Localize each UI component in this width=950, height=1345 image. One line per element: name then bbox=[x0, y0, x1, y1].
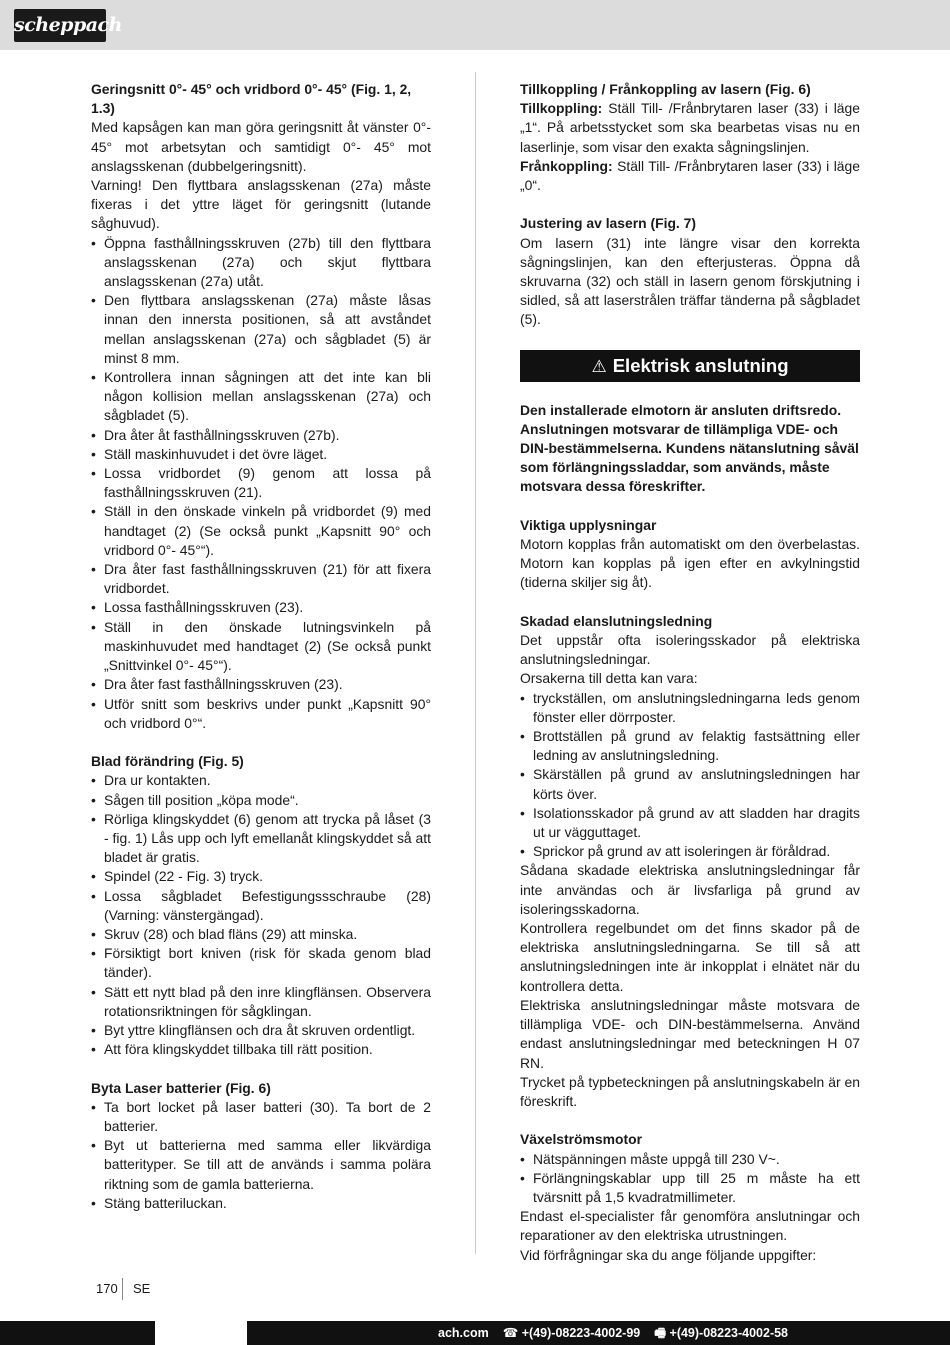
ac-motor-heading: Växelströmsmotor bbox=[520, 1131, 642, 1148]
list-item: • Lossa sågbladet Befestigungssschraube (28) (Varning: vänstergängad). bbox=[91, 887, 431, 925]
damaged-cable-text-4: Kontrollera regelbundet om det finns skador på de elektriska anslutningsledningarna. Se till så att anslutningsledningen inte är inkopplat i elnätet när du kontrollera detta. bbox=[520, 920, 860, 994]
laser-off-label: Frånkoppling: bbox=[520, 157, 613, 174]
laser-on-text: Ställ Till- /Frånbrytaren laser (33) i läge „1“. På arbetsstycket som ska bearbetas visas nu en laserlinje, som visar den exakta sågningslinjen. bbox=[520, 100, 860, 155]
damaged-cable-heading: Skadad elanslutningsledning bbox=[520, 612, 713, 629]
footer-fax: 🖷 +(49)-08223-4002-58 bbox=[654, 1326, 789, 1340]
ac-motor-text-1: Endast el-specialister får genomföra anslutningar och reparationer av den elektriska utrustningen. bbox=[520, 1208, 860, 1244]
list-item: • Ställ maskinhuvudet i det övre läget. bbox=[91, 445, 431, 464]
damaged-cable-text-1: Det uppstår ofta isoleringsskador på elektriska anslutningsledningar. bbox=[520, 632, 860, 668]
blade-change-heading: Blad förändring (Fig. 5) bbox=[91, 753, 244, 770]
language-code: SE bbox=[133, 1281, 151, 1296]
list-item: • Dra åter åt fasthållningsskruven (27b). bbox=[91, 426, 431, 445]
footer-website[interactable]: ach.com bbox=[438, 1326, 489, 1340]
laser-off-paragraph bbox=[520, 157, 860, 195]
list-item: • Byt ut batterierna med samma eller likvärdiga batterityper. Se till att de används i samma polära riktning som de gamla batterierna. bbox=[91, 1136, 431, 1194]
electric-section-banner bbox=[520, 350, 860, 382]
list-item: • Dra åter fast fasthållningsskruven (21) för att fixera vridbordet. bbox=[91, 560, 431, 598]
list-item: • Den flyttbara anslagsskenan (27a) måste låsas innan den innersta positionen, så att avståndet mellan anslagsskenan (27a) och sågbladet (5) är minst 8 mm. bbox=[91, 291, 431, 368]
list-item: • Spindel (22 - Fig. 3) tryck. bbox=[91, 867, 431, 886]
damaged-cable-causes bbox=[520, 689, 860, 862]
right-column bbox=[520, 80, 860, 1265]
laser-adjust-text: Om lasern (31) inte längre visar den korrekta sågningslinjen, kan den efterjusteras. Öppna då skruvarna (32) och ställ in lasern genom förskjutning i sidled, så att laserstrålen träffar tänderna på sågbladet (5). bbox=[520, 234, 860, 328]
list-item: • Lossa fasthållningsskruven (23). bbox=[91, 598, 431, 617]
list-item: • Dra åter fast fasthållningsskruven (23). bbox=[91, 675, 431, 694]
miter-cut-warning: Varning! Den flyttbara anslagsskenan (27a) måste fixeras i det yttre läget för geringsnitt (lutande såghuvud). bbox=[91, 177, 431, 232]
list-item: • Att föra klingskyddet tillbaka till rätt position. bbox=[91, 1040, 431, 1059]
footer-phone: ☎ +(49)-08223-4002-99 bbox=[502, 1326, 641, 1340]
damaged-cable-text-2: Orsakerna till detta kan vara: bbox=[520, 670, 698, 687]
laser-battery-steps bbox=[91, 1098, 431, 1213]
blade-change-steps bbox=[91, 771, 431, 1059]
page-separator bbox=[122, 1278, 123, 1300]
list-item: • Ta bort locket på laser batteri (30). Ta bort de 2 batterier. bbox=[91, 1098, 431, 1136]
list-item: • Stäng batteriluckan. bbox=[91, 1194, 431, 1213]
footer-contact bbox=[438, 1321, 802, 1345]
list-item: • Kontrollera innan sågningen att det inte kan bli någon kollision mellan anslagsskenan (27a) och sågbladet (5). bbox=[91, 368, 431, 426]
info-heading: Viktiga upplysningar bbox=[520, 516, 657, 533]
scheppach-logo: scheppach bbox=[14, 9, 106, 42]
list-item: • Öppna fasthållningsskruven (27b) till den flyttbara anslagsskenan (27a) och skjut flyttbara anslagsskenan (27a) utåt. bbox=[91, 234, 431, 292]
laser-on-label: Tillkoppling: bbox=[520, 100, 603, 117]
page-number: 170 bbox=[96, 1281, 118, 1296]
list-item: • Nätspänningen måste uppgå till 230 V~. bbox=[520, 1150, 860, 1169]
list-item: • Isolationsskador på grund av att sladden har dragits ut ur vägguttaget. bbox=[520, 804, 860, 842]
damaged-cable-text-5: Elektriska anslutningsledningar måste motsvara de tillämpliga VDE- och DIN-bestämmelserna. Använd endast anslutningsledningar med beteckningen H 07 RN. bbox=[520, 996, 860, 1071]
damaged-cable-text-3: Sådana skadade elektriska anslutningsledningar får inte användas och är livsfarliga på grund av isoleringsskadorna. bbox=[520, 862, 860, 917]
list-item: • Skruv (28) och blad fläns (29) att minska. bbox=[91, 925, 431, 944]
column-divider bbox=[475, 72, 476, 1254]
list-item: • tryckställen, om anslutningsledningarna leds genom fönster eller dörrposter. bbox=[520, 689, 860, 727]
footer-white-block bbox=[155, 1321, 247, 1345]
list-item: • Lossa vridbordet (9) genom att lossa på fasthållningsskruven (21). bbox=[91, 464, 431, 502]
banner-title: Elektrisk anslutning bbox=[612, 354, 789, 376]
list-item: • Sågen till position „köpa mode“. bbox=[91, 791, 431, 810]
left-column bbox=[91, 80, 431, 1213]
list-item: • Sätt ett nytt blad på den inre klingflänsen. Observera rotationsriktningen för sågklingan. bbox=[91, 983, 431, 1021]
list-item: • Rörliga klingskyddet (6) genom att trycka på låset (3 - fig. 1) Lås upp och lyft emellanåt klingskyddet så att bladet är gratis. bbox=[91, 810, 431, 868]
ac-motor-items bbox=[520, 1150, 860, 1208]
list-item: • Sprickor på grund av att isoleringen är föråldrad. bbox=[520, 842, 860, 861]
miter-cut-heading: Geringsnitt 0°- 45° och vridbord 0°- 45° (Fig. 1, 2, 1.3) bbox=[91, 81, 412, 117]
laser-adjust-heading: Justering av lasern (Fig. 7) bbox=[520, 215, 697, 232]
list-item: • Skärställen på grund av anslutningsledningen har körts över. bbox=[520, 765, 860, 803]
ac-motor-text-2: Vid förfrågningar ska du ange följande uppgifter: bbox=[520, 1246, 817, 1263]
list-item: • Byt yttre klingflänsen och dra åt skruven ordentligt. bbox=[91, 1021, 431, 1040]
laser-off-text: Ställ Till- /Frånbrytaren laser (33) i läge „0“. bbox=[520, 157, 860, 194]
list-item: • Ställ in den önskade vinkeln på vridbordet (9) med handtaget (2) (Se också punkt „Kapsnitt 90° och vridbord 0°- 45°“). bbox=[91, 502, 431, 560]
header-bar bbox=[0, 0, 950, 50]
damaged-cable-text-6: Trycket på typbeteckningen på anslutningskabeln är en föreskrift. bbox=[520, 1073, 860, 1109]
list-item: • Brottställen på grund av felaktig fastsättning eller ledning av anslutningsledning. bbox=[520, 727, 860, 765]
list-item: • Ställ in den önskade lutningsvinkeln på maskinhuvudet med handtaget (2) (Se också punkt „Snittvinkel 0°- 45°“). bbox=[91, 618, 431, 676]
info-text: Motorn kopplas från automatiskt om den överbelastas. Motorn kan kopplas på igen efter en avkylningstid (tiderna skiljer sig åt). bbox=[520, 536, 860, 591]
list-item: • Dra ur kontakten. bbox=[91, 771, 431, 790]
laser-switch-heading: Tillkoppling / Frånkoppling av lasern (Fig. 6) bbox=[520, 81, 811, 97]
warning-icon: ⚠ bbox=[591, 356, 607, 376]
miter-cut-intro: Med kapsågen kan man göra geringsnitt åt vänster 0°- 45° mot arbetsytan och samtidigt 0°- 45° mot anslagsskenan (dubbelgeringsnitt). bbox=[91, 119, 431, 174]
list-item: • Försiktigt bort kniven (risk för skada genom blad tänder). bbox=[91, 944, 431, 982]
list-item: • Utför snitt som beskrivs under punkt „Kapsnitt 90° och vridbord 0°“. bbox=[91, 695, 431, 733]
list-item: • Förlängningskablar upp till 25 m måste ha ett tvärsnitt på 1,5 kvadratmillimeter. bbox=[520, 1169, 860, 1207]
laser-battery-heading: Byta Laser batterier (Fig. 6) bbox=[91, 1079, 271, 1096]
laser-on-paragraph bbox=[520, 99, 860, 157]
electric-intro: Den installerade elmotorn är ansluten driftsredo. Anslutningen motsvarar de tillämpliga VDE- och DIN-bestämmelserna. Kundens nätanslutning såväl som förlängningssladdar, som används, måste motsvara dessa föreskrifter. bbox=[520, 401, 859, 495]
miter-cut-steps bbox=[91, 234, 431, 733]
